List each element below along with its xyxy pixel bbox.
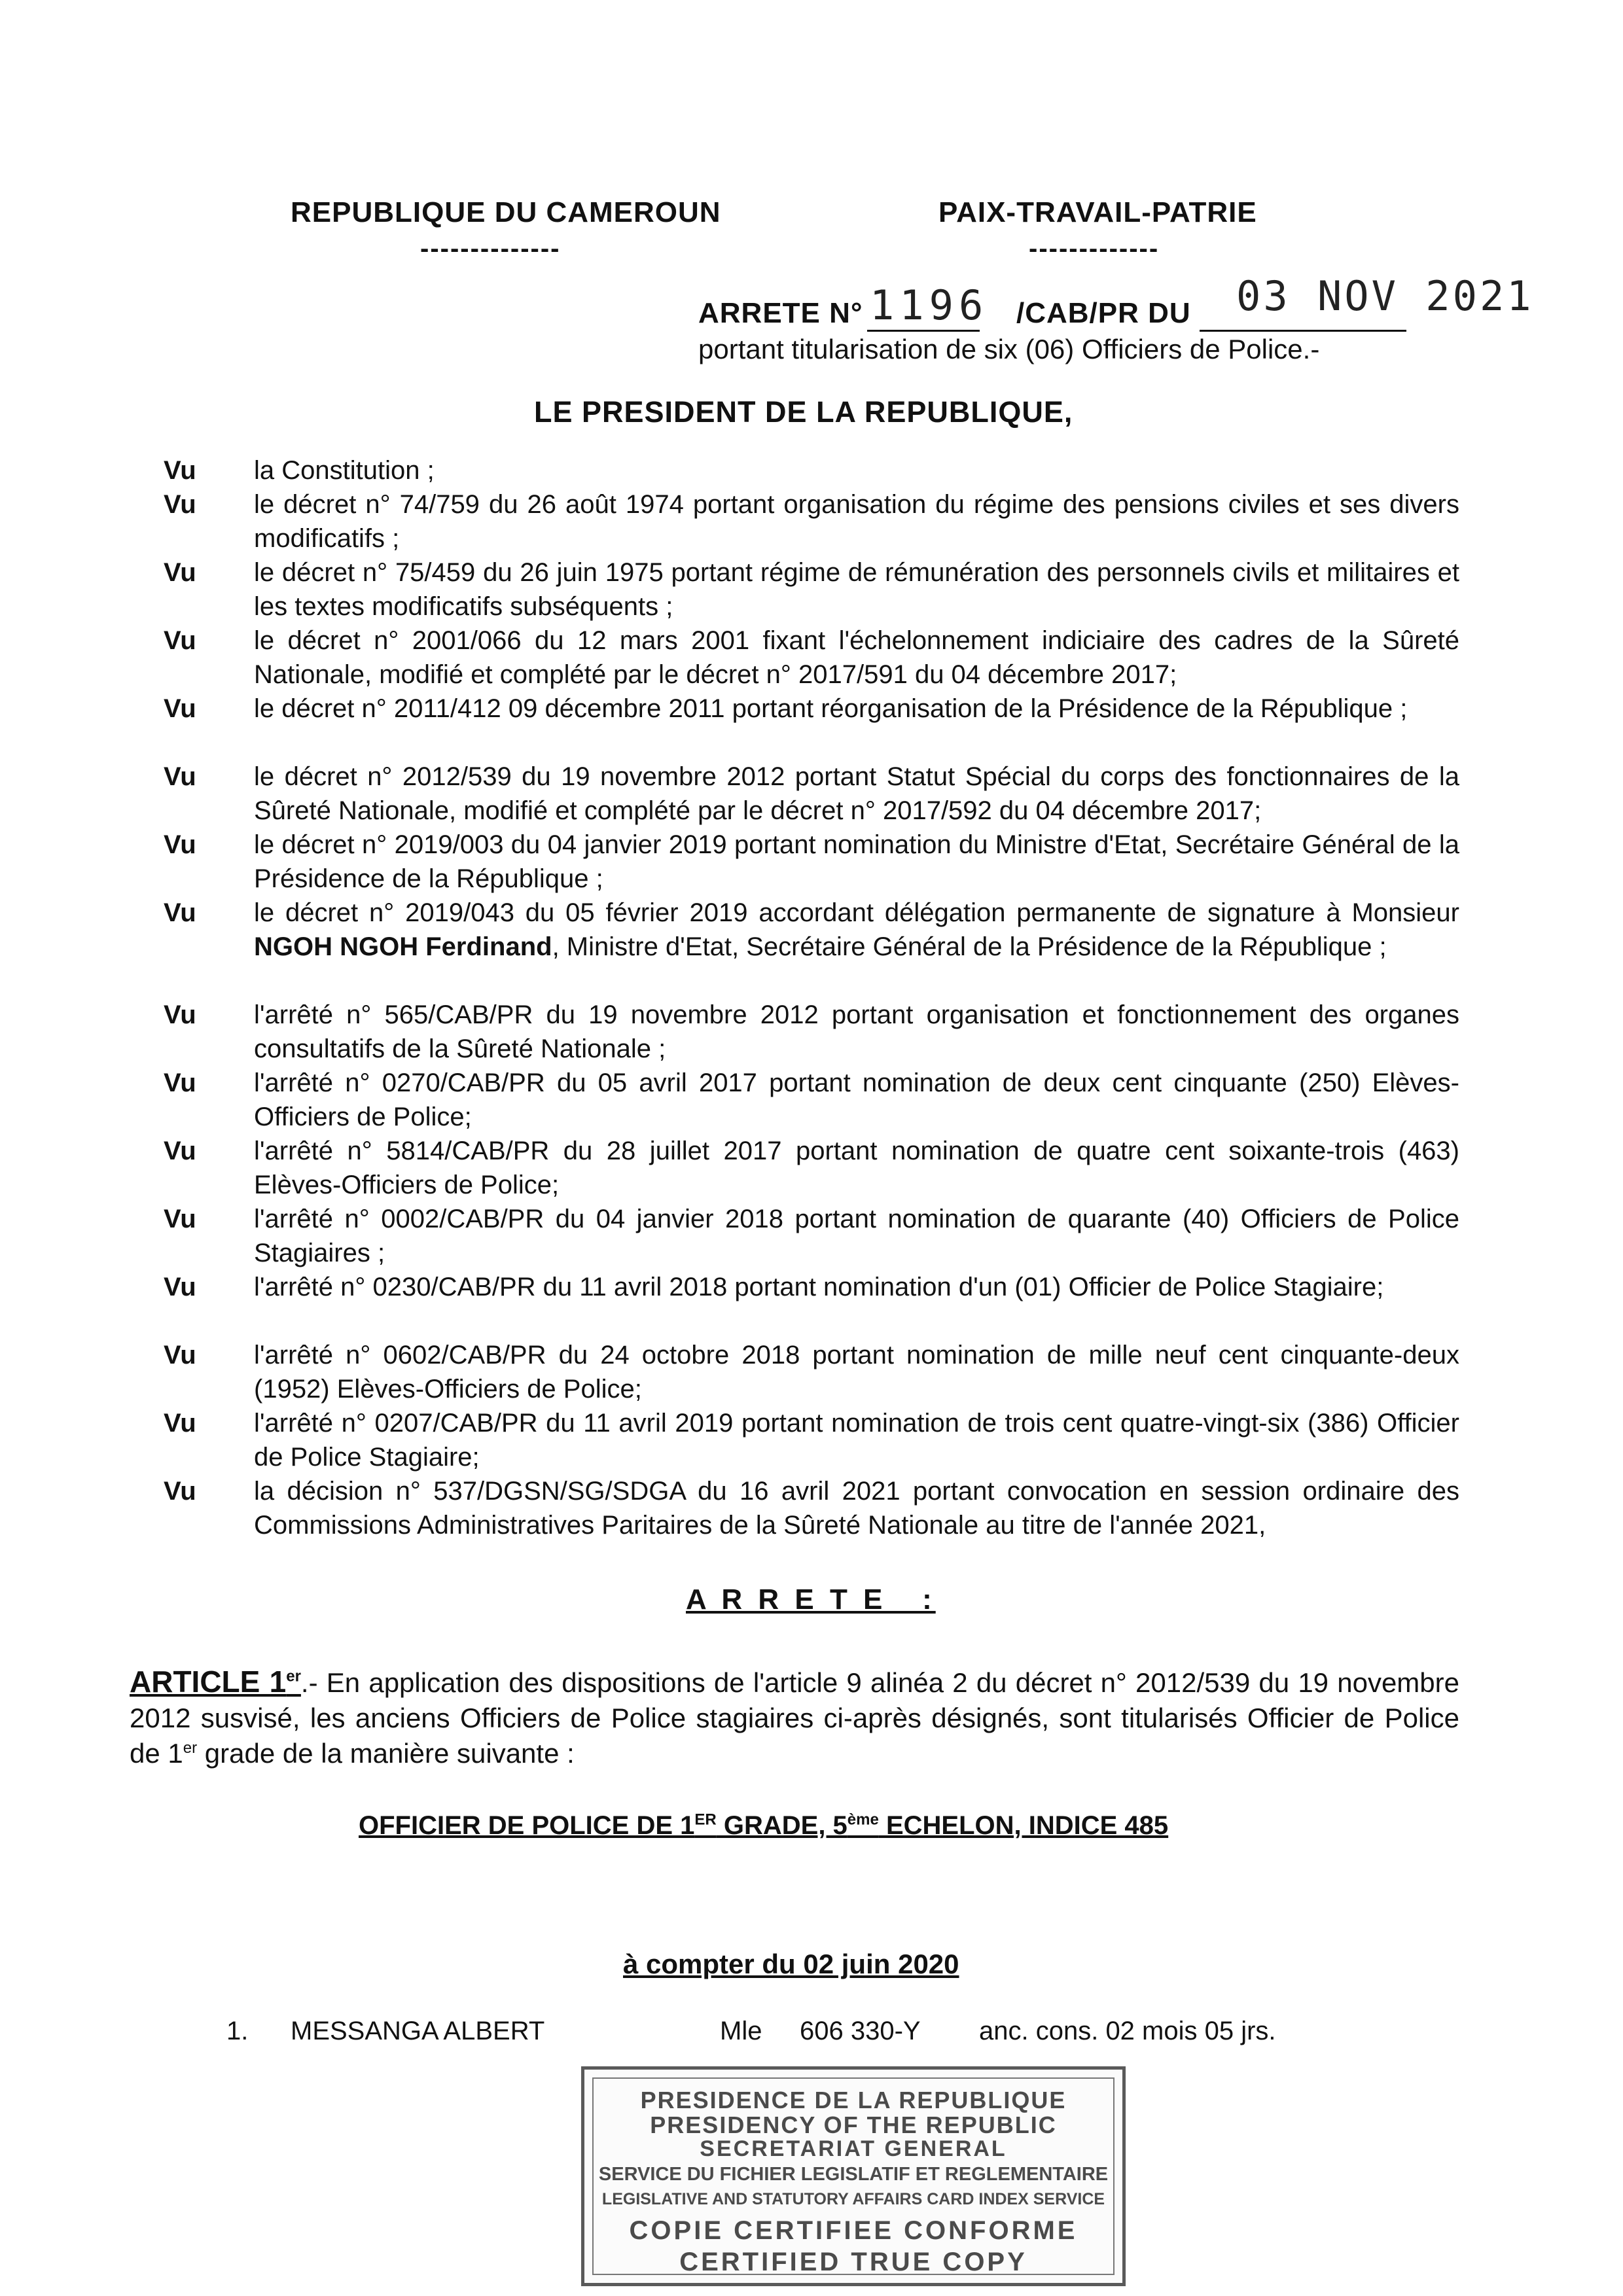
- article-1: [130, 1664, 1459, 1771]
- vu-text: le décret n° 75/459 du 26 juin 1975 portant régime de rémunération des personnels civils et militaires et les textes modificatifs subséquents ;: [254, 558, 1459, 621]
- arrete-date-underline: [1200, 330, 1406, 332]
- vu-label: Vu: [164, 898, 196, 927]
- article-1-label-suffix: .-: [300, 1667, 318, 1698]
- vu-text: le décret n° 2012/539 du 19 novembre 2012 portant Statut Spécial du corps des fonctionnaires de la Sûreté Nationale, modifié et complété par le décret n° 2017/592 du 04 décembre 2017;: [254, 762, 1459, 825]
- article-1-label: [130, 1665, 301, 1699]
- effective-date: à compter du 02 juin 2020: [623, 1949, 959, 1979]
- vu-text: la Constitution ;: [254, 456, 435, 485]
- vu-label: Vu: [164, 490, 196, 519]
- vu-text: l'arrêté n° 565/CAB/PR du 19 novembre 2012 portant organisation et fonctionnement des organes consultatifs de la Sûreté Nationale ;: [254, 1000, 1459, 1063]
- vu-label: Vu: [164, 1069, 196, 1097]
- grade-heading-part: ECHELON, INDICE 485: [878, 1811, 1169, 1840]
- arrete-subject: portant titularisation de six (06) Officiers de Police.-: [698, 334, 1320, 364]
- vu-label: Vu: [164, 558, 196, 587]
- officer-index: 1.: [226, 2017, 249, 2045]
- arrete-number-underline: [867, 330, 980, 332]
- arrete-label: ARRETE N°: [698, 297, 863, 329]
- country-title: REPUBLIQUE DU CAMEROUN: [291, 196, 721, 228]
- vu-text: l'arrêté n° 0002/CAB/PR du 04 janvier 2018 portant nomination de quarante (40) Officiers de Police Stagiaires ;: [254, 1205, 1459, 1267]
- vu-label: Vu: [164, 1273, 196, 1301]
- vu-label: Vu: [164, 626, 196, 655]
- grade-heading-part: GRADE, 5: [716, 1811, 847, 1840]
- grade-heading-sup: ème: [847, 1810, 879, 1829]
- vu-text: le décret n° 2019/003 du 04 janvier 2019 portant nomination du Ministre d'Etat, Secrétaire Général de la Présidence de la République ;: [254, 830, 1459, 893]
- stamp-line: COPIE CERTIFIEE CONFORME: [629, 2216, 1078, 2245]
- president-heading: LE PRESIDENT DE LA REPUBLIQUE,: [534, 395, 1073, 429]
- stamp-line: PRESIDENCE DE LA REPUBLIQUE: [640, 2087, 1067, 2113]
- vu-label: Vu: [164, 1000, 196, 1029]
- officer-row: [226, 2017, 1470, 2053]
- vu-label: Vu: [164, 694, 196, 723]
- article-1-text-end: grade de la manière suivante :: [197, 1738, 575, 1769]
- vu-text: la décision n° 537/DGSN/SG/SDGA du 16 avril 2021 portant convocation en session ordinaire des Commissions Administratives Paritaires de la Sûreté Nationale au titre de l'année 2021,: [254, 1477, 1459, 1540]
- vu-text-part: , Ministre d'Etat, Secrétaire Général de la Présidence de la République ;: [552, 932, 1387, 961]
- vu-text: l'arrêté n° 5814/CAB/PR du 28 juillet 2017 portant nomination de quatre cent soixante-trois (463) Elèves-Officiers de Police;: [254, 1137, 1459, 1199]
- vu-label: Vu: [164, 1477, 196, 1506]
- vu-text: l'arrêté n° 0270/CAB/PR du 05 avril 2017 portant nomination de deux cent cinquante (250) Elèves-Officiers de Police;: [254, 1069, 1459, 1131]
- vu-text-part: le décret n° 2019/043 du 05 février 2019 accordant délégation permanente de signature à Monsieur: [254, 898, 1459, 927]
- vu-text: le décret n° 74/759 du 26 août 1974 portant organisation du régime des pensions civiles et ses divers modificatifs ;: [254, 490, 1459, 553]
- article-1-label-text: ARTICLE 1: [130, 1665, 287, 1699]
- article-1-text: En application des dispositions de l'article 9 alinéa 2 du décret n° 2012/539 du 19 novembre 2012 susvisé, les anciens Officiers de Police stagiaires ci-après désignés, sont titularisés Officier de Police de 1: [130, 1667, 1459, 1769]
- vu-label: Vu: [164, 1137, 196, 1165]
- officer-mle-label: Mle: [720, 2017, 762, 2045]
- stamp-line: SERVICE DU FICHIER LEGISLATIF ET REGLEMENTAIRE: [598, 2164, 1109, 2185]
- vu-text: [254, 896, 1459, 964]
- stamp-line: SECRETARIAT GENERAL: [700, 2136, 1007, 2161]
- vu-label: Vu: [164, 456, 196, 485]
- arrete-number: 1196: [870, 281, 989, 329]
- officer-mle: 606 330-Y: [800, 2017, 921, 2045]
- arrete-heading: A R R E T E :: [686, 1583, 936, 1616]
- certified-copy-stamp: [581, 2066, 1126, 2286]
- arrete-date: 03 NOV 2021: [1236, 272, 1534, 320]
- vu-label: Vu: [164, 762, 196, 791]
- vu-text: l'arrêté n° 0602/CAB/PR du 24 octobre 2018 portant nomination de mille neuf cent cinquante-deux (1952) Elèves-Officiers de Police;: [254, 1341, 1459, 1404]
- motto-title: PAIX-TRAVAIL-PATRIE: [938, 196, 1257, 228]
- article-1-label-sup: er: [286, 1667, 301, 1686]
- vu-label: Vu: [164, 1205, 196, 1233]
- country-title-separator: --------------: [420, 234, 561, 263]
- vu-text: le décret n° 2001/066 du 12 mars 2001 fixant l'échelonnement indiciaire des cadres de la Sûreté Nationale, modifié et complété par le décret n° 2017/591 du 04 décembre 2017;: [254, 626, 1459, 689]
- officer-name: MESSANGA ALBERT: [291, 2017, 545, 2045]
- stamp-line: CERTIFIED TRUE COPY: [679, 2248, 1027, 2276]
- article-1-text-sup: er: [183, 1739, 198, 1757]
- arrete-cab-label: /CAB/PR DU: [1016, 297, 1191, 329]
- stamp-line: LEGISLATIVE AND STATUTORY AFFAIRS CARD INDEX SERVICE: [601, 2190, 1105, 2208]
- grade-heading-part: OFFICIER DE POLICE DE 1: [359, 1811, 695, 1840]
- motto-title-separator: -------------: [1029, 234, 1160, 263]
- delegate-name: NGOH NGOH Ferdinand: [254, 932, 552, 961]
- vu-label: Vu: [164, 1341, 196, 1369]
- grade-heading: [359, 1811, 1168, 1841]
- officer-seniority: anc. cons. 02 mois 05 jrs.: [979, 2017, 1276, 2045]
- grade-heading-sup: ER: [694, 1810, 717, 1829]
- stamp-line: PRESIDENCY OF THE REPUBLIC: [650, 2111, 1057, 2138]
- vu-text: l'arrêté n° 0207/CAB/PR du 11 avril 2019 portant nomination de trois cent quatre-vingt-six (386) Officier de Police Stagiaire;: [254, 1409, 1459, 1472]
- vu-text: l'arrêté n° 0230/CAB/PR du 11 avril 2018 portant nomination d'un (01) Officier de Police Stagiaire;: [254, 1273, 1384, 1301]
- vu-label: Vu: [164, 1409, 196, 1438]
- vu-text: le décret n° 2011/412 09 décembre 2011 portant réorganisation de la Présidence de la République ;: [254, 694, 1408, 723]
- vu-label: Vu: [164, 830, 196, 859]
